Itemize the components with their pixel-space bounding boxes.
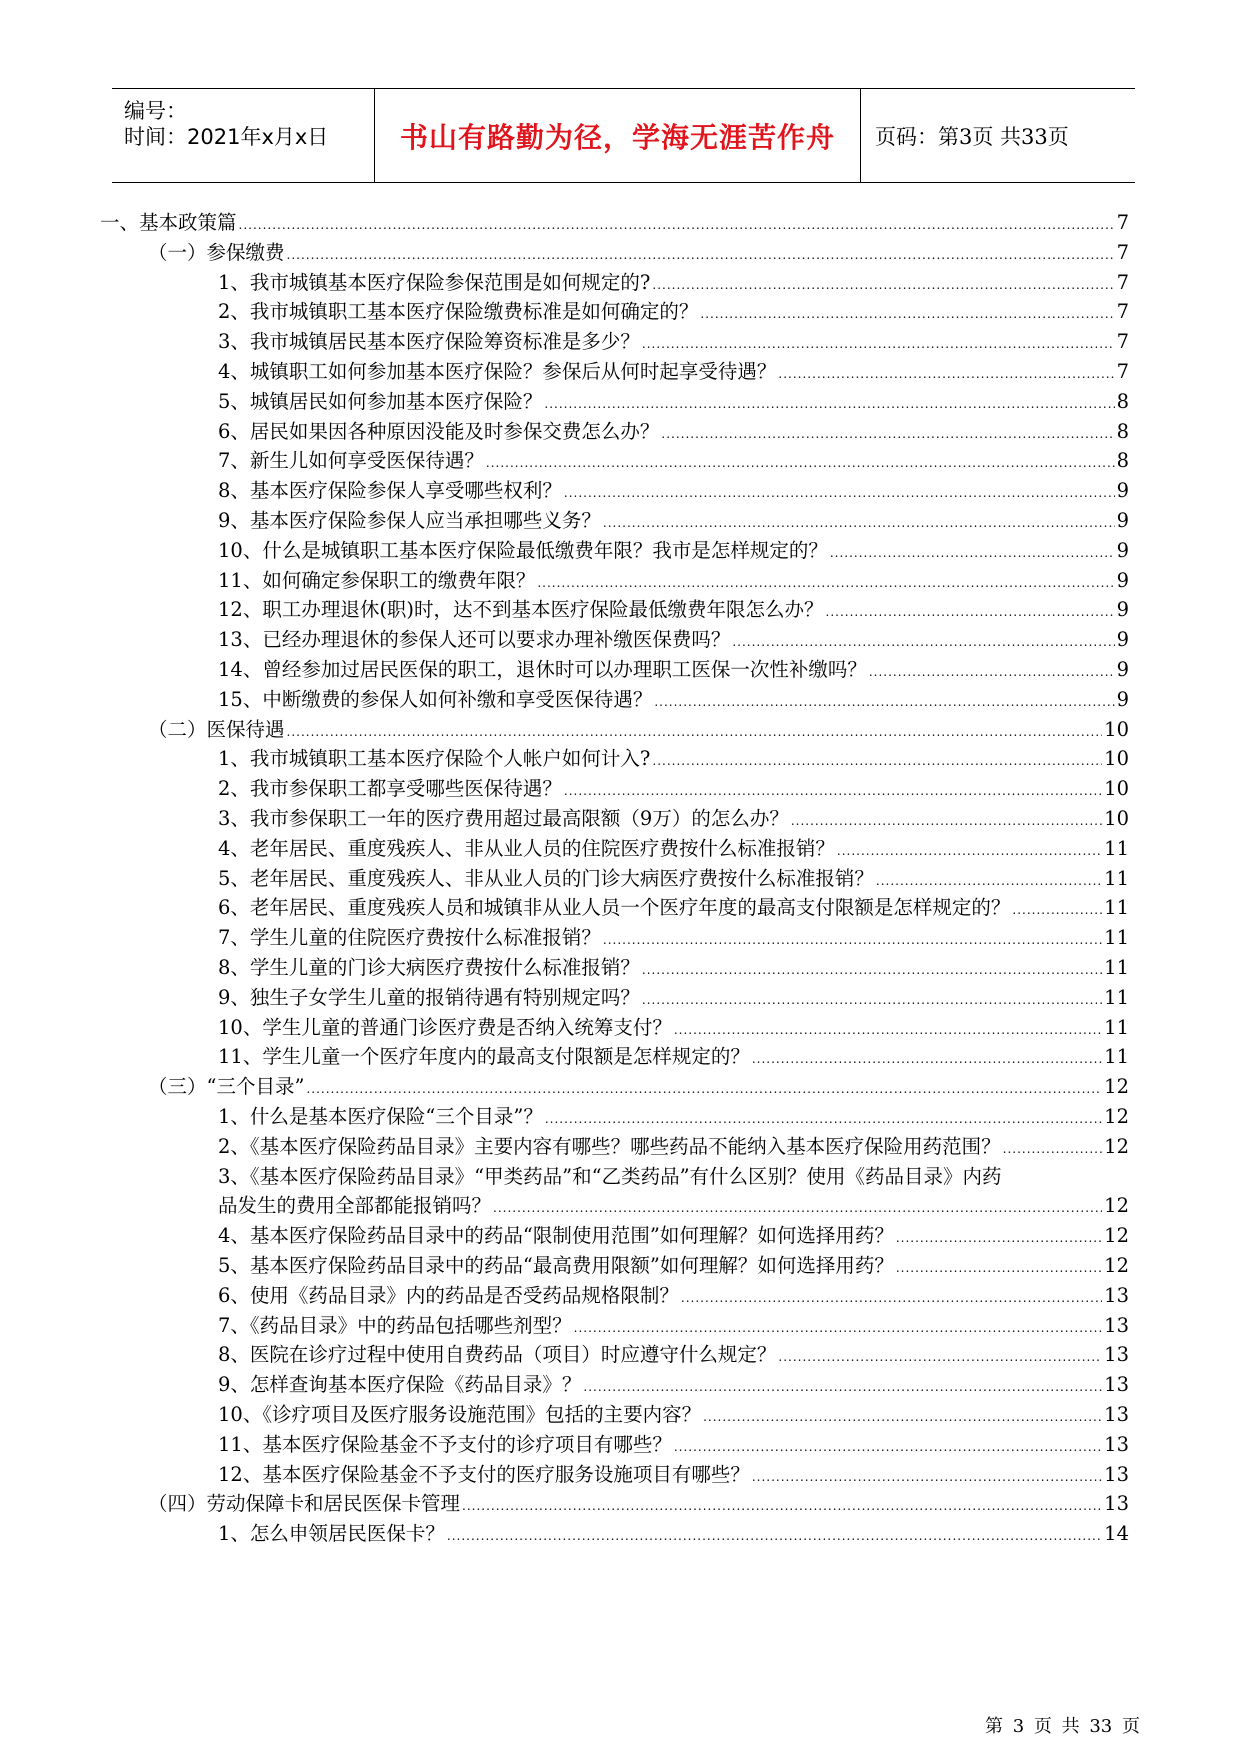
toc-entry-title: 11、基本医疗保险基金不予支付的诊疗项目有哪些？ (218, 1432, 672, 1456)
dot-leader (896, 1255, 1102, 1281)
toc-entry-title: 15、中断缴费的参保人如何补缴和享受医保待遇？ (218, 687, 653, 711)
dot-leader (642, 987, 1102, 1013)
toc-entry-title: 12、基本医疗保险基金不予支付的医疗服务设施项目有哪些？ (218, 1462, 750, 1486)
toc-entry-page: 13 (1104, 1373, 1129, 1397)
toc-entry[interactable] (218, 270, 1129, 298)
dot-leader (1012, 897, 1102, 923)
dot-leader (239, 212, 1115, 238)
toc-entry-page: 12 (1104, 1194, 1129, 1218)
toc-entry-title: 7、学生儿童的住院医疗费按什么标准报销？ (218, 926, 601, 950)
toc-entry-page: 8 (1116, 389, 1129, 413)
toc-entry-page: 8 (1116, 449, 1129, 473)
dot-leader (700, 301, 1114, 327)
toc-entry-title: 14、曾经参加过居民医保的职工，退休时可以办理职工医保一次性补缴吗？ (218, 658, 867, 681)
toc-entry[interactable] (218, 806, 1129, 834)
toc-entry[interactable] (218, 1134, 1129, 1162)
page-footer: 第 3 页 共 33 页 (985, 1716, 1140, 1737)
toc-entry-page: 8 (1116, 419, 1129, 443)
document-number-label: 编号： (124, 99, 187, 123)
toc-entry-title: 5、城镇居民如何参加基本医疗保险？ (218, 389, 543, 413)
toc-entry[interactable] (218, 538, 1129, 566)
dot-leader (896, 1225, 1102, 1251)
toc-entry-page: 10 (1104, 747, 1129, 771)
toc-entry-page: 13 (1104, 1462, 1129, 1486)
toc-entry-page: 10 (1104, 777, 1129, 801)
toc-entry[interactable] (148, 1074, 1129, 1102)
dot-leader (545, 1106, 1102, 1132)
dot-leader (486, 450, 1115, 476)
toc-entry[interactable] (100, 210, 1129, 238)
toc-entry-page: 12 (1104, 1224, 1129, 1248)
dot-leader (287, 242, 1115, 268)
toc-entry-title: 11、如何确定参保职工的缴费年限？ (218, 568, 536, 592)
toc-entry-page: 11 (1104, 836, 1129, 860)
toc-entry-title: 13、已经办理退休的参保人还可以要求办理补缴医保费吗？ (218, 628, 731, 652)
toc-entry[interactable] (218, 597, 1129, 625)
toc-entry[interactable] (218, 508, 1129, 536)
toc-entry[interactable] (218, 1372, 1129, 1400)
toc-entry-page: 11 (1104, 1045, 1129, 1069)
toc-entry[interactable] (148, 717, 1129, 745)
toc-entry[interactable] (218, 329, 1129, 357)
dot-leader (876, 868, 1102, 894)
toc-entry-title: 品发生的费用全部都能报销吗？ (218, 1194, 492, 1218)
toc-entry[interactable] (218, 1462, 1129, 1490)
dot-leader (674, 1434, 1102, 1460)
toc-entry-title: （一）参保缴费 (148, 240, 285, 264)
toc-entry-page: 9 (1116, 628, 1129, 652)
toc-entry-title: 1、什么是基本医疗保险“三个目录”？ (218, 1105, 543, 1128)
toc-entry[interactable] (218, 925, 1129, 953)
toc-entry-title: 1、我市城镇基本医疗保险参保范围是如何规定的? (218, 270, 651, 294)
toc-entry-page: 14 (1104, 1522, 1129, 1546)
dot-leader (778, 1344, 1102, 1370)
toc-entry-title: 6、使用《药品目录》内的药品是否受药品规格限制？ (218, 1283, 679, 1307)
toc-entry-title: 3、我市参保职工一年的医疗费用超过最高限额（9万）的怎么办？ (218, 807, 789, 830)
toc-entry[interactable] (218, 389, 1129, 417)
toc-entry[interactable] (218, 1193, 1129, 1221)
toc-entry-page: 13 (1104, 1432, 1129, 1456)
dot-leader (752, 1464, 1102, 1490)
toc-entry-title: 6、老年居民、重度残疾人员和城镇非从业人员一个医疗年度的最高支付限额是怎样规定的？ (218, 896, 1011, 920)
toc-entry[interactable] (218, 955, 1129, 983)
dot-leader (537, 570, 1114, 596)
toc-entry[interactable] (148, 240, 1129, 268)
toc-entry[interactable] (218, 776, 1129, 804)
dot-leader (462, 1493, 1102, 1519)
toc-entry[interactable] (218, 657, 1129, 685)
dot-leader (732, 629, 1114, 655)
toc-entry-title: 8、学生儿童的门诊大病医疗费按什么标准报销？ (218, 956, 640, 979)
dot-leader (493, 1195, 1102, 1221)
toc-entry-page: 9 (1116, 479, 1129, 503)
toc-entry-page: 9 (1116, 598, 1129, 622)
dot-leader (1003, 1136, 1103, 1162)
toc-entry-title: 9、独生子女学生儿童的报销待遇有特别规定吗？ (218, 985, 640, 1009)
dot-leader (603, 510, 1115, 536)
toc-entry-page: 7 (1116, 270, 1129, 294)
toc-entry-page: 11 (1104, 866, 1129, 890)
toc-entry[interactable] (218, 746, 1129, 774)
dot-leader (583, 1374, 1102, 1400)
toc-entry-page: 11 (1104, 926, 1129, 950)
toc-entry-title: （三）“三个目录” (148, 1075, 305, 1099)
toc-entry-page: 10 (1104, 717, 1129, 741)
toc-entry[interactable] (218, 1253, 1129, 1281)
header-motto: 书山有路勤为径，学海无涯苦作舟 (374, 89, 861, 182)
toc-entry-page: 12 (1104, 1134, 1129, 1158)
dot-leader (661, 421, 1114, 447)
toc-entry-page: 12 (1104, 1075, 1129, 1099)
toc-entry-title: 10、学生儿童的普通门诊医疗费是否纳入统筹支付？ (218, 1015, 672, 1039)
toc-entry-title: 9、怎样查询基本医疗保险《药品目录》？ (218, 1373, 582, 1397)
toc-entry[interactable] (218, 866, 1129, 894)
toc-entry-title: 2、我市城镇职工基本医疗保险缴费标准是如何确定的？ (218, 300, 699, 324)
toc-entry-page: 7 (1116, 240, 1129, 264)
dot-leader (652, 748, 1102, 774)
toc-entry[interactable] (218, 895, 1129, 923)
toc-entry-page: 7 (1116, 330, 1129, 354)
dot-leader (642, 331, 1115, 357)
toc-entry-title: 10、什么是城镇职工基本医疗保险最低缴费年限？我市是怎样规定的？ (218, 538, 828, 562)
toc-entry-page: 13 (1104, 1283, 1129, 1307)
toc-entry-page: 9 (1116, 509, 1129, 532)
toc-entry-title: 9、基本医疗保险参保人应当承担哪些义务？ (218, 509, 601, 532)
dot-leader (564, 778, 1102, 804)
toc-entry-title: 5、老年居民、重度残疾人、非从业人员的门诊大病医疗费按什么标准报销？ (218, 866, 874, 890)
toc-entry-title: （二）医保待遇 (148, 717, 285, 741)
toc-entry[interactable] (218, 1521, 1129, 1549)
dot-leader (574, 1315, 1103, 1341)
toc-entry-page: 9 (1116, 687, 1129, 711)
toc-entry-title: 6、居民如果因各种原因没能及时参保交费怎么办？ (218, 419, 660, 443)
toc-entry[interactable] (218, 568, 1129, 596)
dot-leader (287, 719, 1103, 745)
toc-entry-title: 10、《诊疗项目及医疗服务设施范围》包括的主要内容？ (218, 1403, 702, 1426)
toc-entry[interactable] (218, 1402, 1129, 1430)
document-date-label: 时间：2021年x月x日 (124, 125, 329, 149)
toc-entry[interactable] (218, 1342, 1129, 1370)
toc-entry[interactable] (218, 1313, 1129, 1341)
toc-entry[interactable] (218, 448, 1129, 476)
header-meta (112, 89, 374, 182)
toc-entry-title: 11、学生儿童一个医疗年度内的最高支付限额是怎样规定的？ (218, 1045, 750, 1069)
toc-entry[interactable] (218, 836, 1129, 864)
toc-entry-page: 11 (1104, 1015, 1129, 1039)
toc-entry[interactable] (218, 299, 1129, 327)
toc-entry-title: 3、我市城镇居民基本医疗保险筹资标准是多少？ (218, 330, 640, 354)
toc-entry-title: （四）劳动保障卡和居民医保卡管理 (148, 1492, 461, 1516)
toc-entry-title: 7、新生儿如何享受医保待遇？ (218, 449, 484, 473)
toc-entry[interactable] (218, 627, 1129, 655)
dot-leader (447, 1523, 1102, 1549)
toc-entry-page: 7 (1116, 300, 1129, 324)
toc-entry[interactable] (218, 1044, 1129, 1072)
toc-entry-page: 9 (1116, 658, 1129, 681)
header-page-number: 页码：第3页 共33页 (875, 124, 1069, 149)
dot-leader (681, 1285, 1102, 1311)
toc-entry-title: 2、我市参保职工都享受哪些医保待遇？ (218, 777, 562, 801)
toc-entry-page: 9 (1116, 538, 1129, 562)
dot-leader (603, 927, 1102, 953)
dot-leader (674, 1017, 1102, 1043)
dot-leader (869, 659, 1115, 685)
toc-entry-title: 1、怎么申领居民医保卡？ (218, 1522, 445, 1546)
page-header (112, 88, 1135, 183)
toc-entry[interactable] (218, 1432, 1129, 1460)
toc-entry[interactable] (218, 1223, 1129, 1251)
dot-leader (306, 1076, 1102, 1102)
toc-entry-page: 11 (1104, 896, 1129, 920)
toc-entry-page: 13 (1104, 1403, 1129, 1426)
toc-entry-title: 8、基本医疗保险参保人享受哪些权利？ (218, 479, 562, 503)
toc-entry-page: 13 (1104, 1343, 1129, 1367)
toc-entry-page: 13 (1104, 1492, 1129, 1516)
toc-entry-page: 12 (1104, 1105, 1129, 1128)
toc-entry-title: 4、城镇职工如何参加基本医疗保险？参保后从何时起享受待遇？ (218, 360, 777, 383)
toc-entry-page: 13 (1104, 1313, 1129, 1337)
toc-entry-page: 11 (1104, 985, 1129, 1009)
toc-entry[interactable] (148, 1491, 1129, 1519)
dot-leader (752, 1046, 1102, 1072)
toc-entry[interactable] (218, 359, 1129, 387)
dot-leader (826, 599, 1115, 625)
dot-leader (652, 272, 1114, 298)
dot-leader (778, 361, 1114, 387)
toc-entry-page: 10 (1104, 807, 1129, 830)
toc-entry-page: 9 (1116, 568, 1129, 592)
toc-entry[interactable] (218, 478, 1129, 506)
toc-entry-page: 7 (1116, 360, 1129, 383)
toc-entry-page: 7 (1116, 211, 1129, 234)
toc-entry[interactable] (218, 1283, 1129, 1311)
toc-entry-title: 一、基本政策篇 (100, 211, 237, 234)
toc-entry-title: 12、职工办理退休(职)时，达不到基本医疗保险最低缴费年限怎么办？ (218, 598, 824, 622)
toc-entry[interactable] (218, 985, 1129, 1013)
toc-entry-title: 7、《药品目录》中的药品包括哪些剂型？ (218, 1313, 572, 1337)
toc-entry-text: 3、《基本医疗保险药品目录》“甲类药品”和“乙类药品”有什么区别？使用《药品目录》内药 (218, 1164, 1002, 1188)
toc-entry-title: 8、医院在诊疗过程中使用自费药品（项目）时应遵守什么规定？ (218, 1343, 777, 1367)
dot-leader (830, 540, 1115, 566)
toc-entry-title: 4、基本医疗保险药品目录中的药品“限制使用范围”如何理解？如何选择用药？ (218, 1224, 894, 1248)
dot-leader (703, 1404, 1102, 1430)
toc-entry-title: 2、《基本医疗保险药品目录》主要内容有哪些？哪些药品不能纳入基本医疗保险用药范围？ (218, 1134, 1001, 1158)
dot-leader (837, 838, 1102, 864)
dot-leader (642, 957, 1102, 983)
toc-entry-page: 11 (1104, 956, 1129, 979)
toc-entry[interactable] (218, 419, 1129, 447)
dot-leader (544, 391, 1114, 417)
toc-entry-title: 4、老年居民、重度残疾人、非从业人员的住院医疗费按什么标准报销？ (218, 836, 835, 860)
toc-entry[interactable] (218, 1015, 1129, 1043)
toc-entry-title: 1、我市城镇职工基本医疗保险个人帐户如何计入? (218, 747, 651, 771)
toc-entry[interactable] (218, 1104, 1129, 1132)
toc-entry-title: 5、基本医疗保险药品目录中的药品“最高费用限额”如何理解？如何选择用药？ (218, 1254, 894, 1277)
toc-entry-page: 12 (1104, 1254, 1129, 1277)
dot-leader (791, 808, 1102, 834)
toc-entry[interactable] (218, 687, 1129, 715)
dot-leader (564, 480, 1115, 506)
dot-leader (654, 689, 1114, 715)
